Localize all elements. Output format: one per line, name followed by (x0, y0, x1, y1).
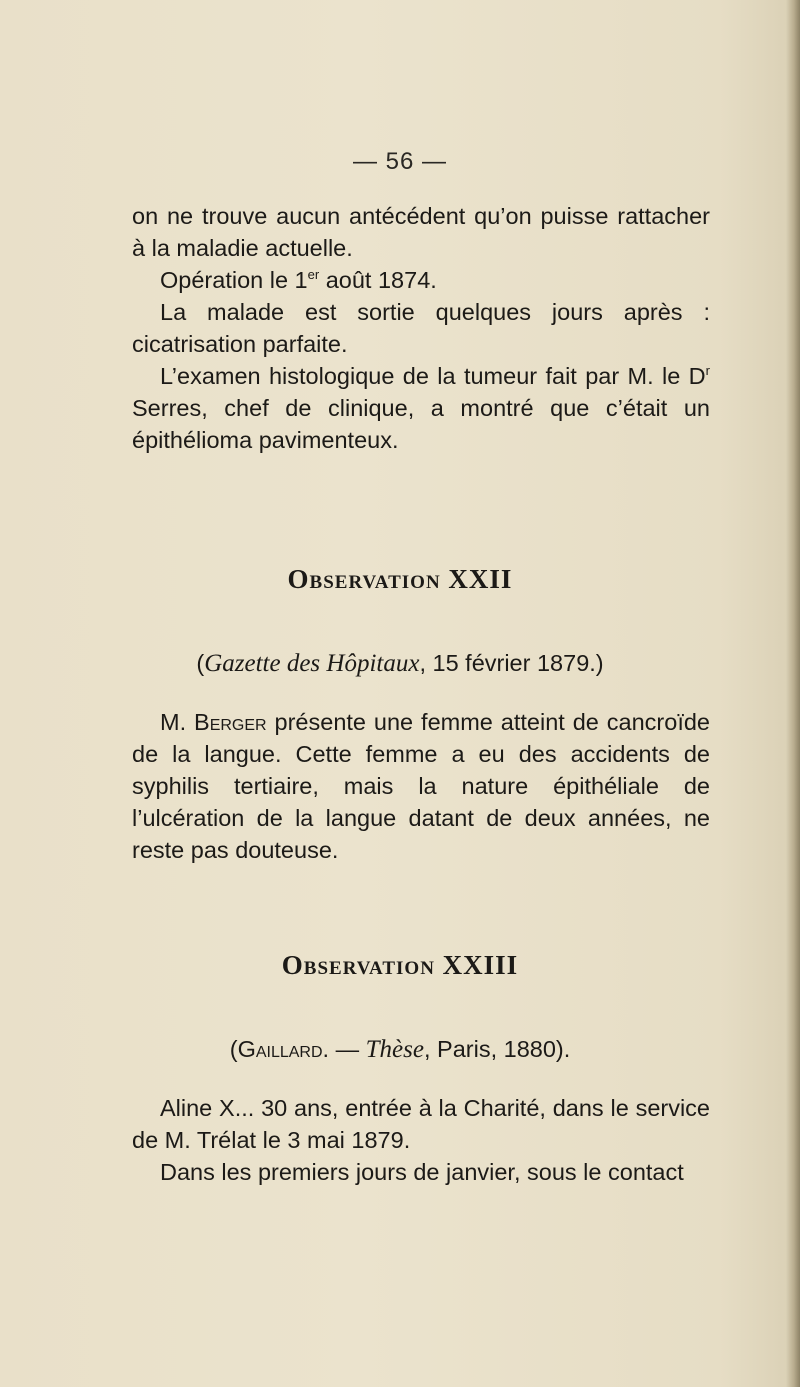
observation-23-intro: Aline X... 30 ans, entrée à la Charité, dans le service de M. Trélat le 3 mai 1879. (132, 1095, 710, 1153)
page-edge-shadow (786, 0, 800, 1387)
paragraph-histology: L’examen histologique de la tumeur fait par M. le $D^r$ Serres, chef de clinique, a montré que c’était un épithélioma pavimenteux. (132, 363, 710, 453)
observation-22-source: (Gazette des Hôpitaux, 15 février 1879.) (196, 650, 604, 677)
observation-22-body: M. Berger présente une femme atteint de cancroïde de la langue. Cette femme a eu des accidents de syphilis tertiaire, mais la nature épithéliale de l’ulcération de la langue datant de deux années, ne reste pas douteuse. (132, 709, 710, 863)
paragraph-operation-date: Opération le 1er août 1874. (160, 267, 437, 293)
paragraph-continuation: on ne trouve aucun antécédent qu’on puisse rattacher à la maladie actuelle. (132, 203, 710, 261)
observation-23-source: (Gaillard. — Thèse, Paris, 1880). (229, 1036, 571, 1063)
observation-22-heading: Observation XXII (287, 564, 513, 594)
page-number: — 56 — (352, 148, 448, 175)
paragraph-discharge: La malade est sortie quelques jours après : cicatrisation parfaite. (132, 299, 710, 357)
observation-23-continuation: Dans les premiers jours de janvier, sous le contact (160, 1159, 684, 1185)
observation-23-heading: Observation XXIII (281, 950, 519, 980)
